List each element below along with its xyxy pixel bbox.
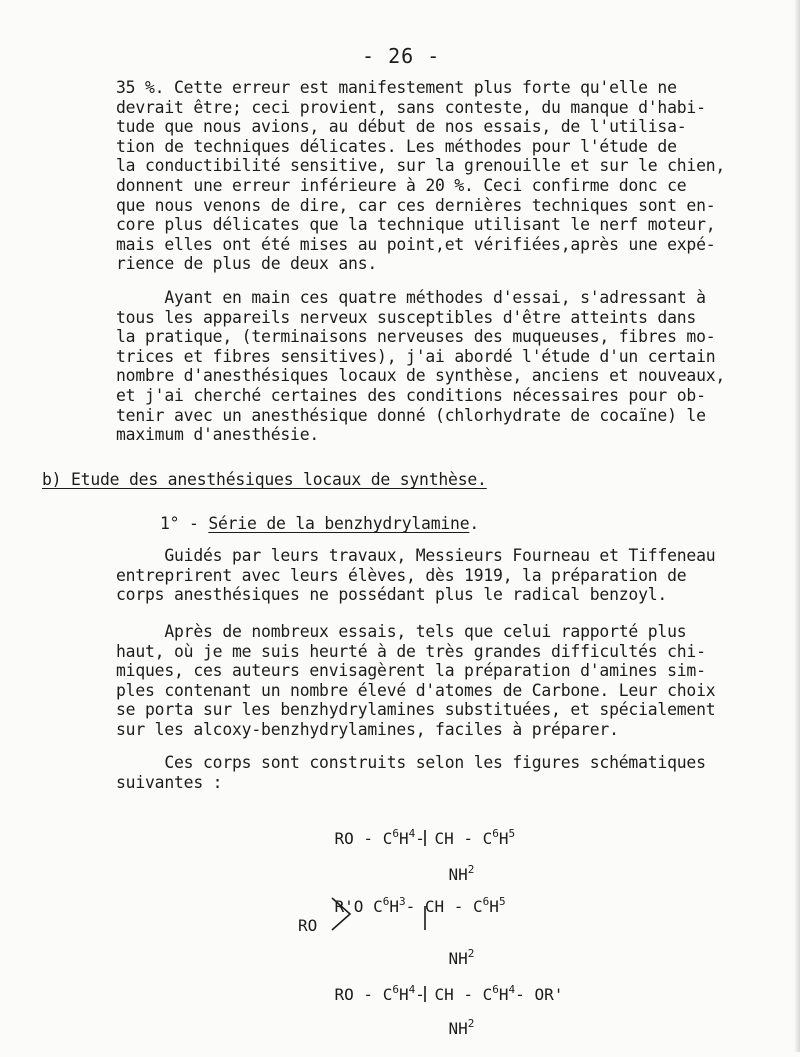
- subsection-heading: [160, 514, 479, 533]
- text-line: miques, ces auteurs envisagèrent la préparation d'amines sim-: [116, 661, 706, 681]
- formula-2: R'O $C^6H^3-$ CH - $C^6H^5$: [334, 895, 506, 916]
- text-line: haut, où je me suis heurté à de très grandes difficultés chi-: [116, 641, 706, 661]
- formula-1-amine: $NH^2$: [448, 863, 475, 884]
- text-line: suivantes :: [116, 772, 223, 792]
- text-line: Après de nombreux essais, tels que celui rapporté plus: [116, 622, 687, 641]
- text-line: se porta sur les benzhydrylamines substituées, et spécialement: [116, 700, 716, 720]
- text-line: tenir avec un anesthésique donné (chlorhydrate de cocaïne) le: [116, 405, 706, 425]
- formula-1: RO - $C^6H^4-$ CH - $C^6H^5$: [334, 827, 516, 848]
- text-line: core plus délicates que la technique utilisant le nerf moteur,: [116, 215, 716, 235]
- paragraph-schematic-figures: [116, 753, 706, 792]
- text-line: Ayant en main ces quatre méthodes d'essai, s'adressant à: [116, 288, 706, 307]
- paragraph-error-discussion: [116, 78, 725, 274]
- text-line: et j'ai cherché certaines des conditions nécessaires pour ob-: [116, 385, 706, 405]
- text-line: sur les alcoxy-benzhydrylamines, faciles à préparer.: [116, 719, 619, 739]
- page-number: - 26 -: [362, 44, 441, 68]
- formula-3-amine: $NH^2$: [448, 1017, 475, 1038]
- paragraph-four-methods: [116, 288, 725, 445]
- text-line: tion de techniques délicates. Les méthodes pour l'étude de: [116, 136, 677, 156]
- text-line: que nous venons de dire, car ces dernières techniques sont en-: [116, 195, 716, 215]
- text-line: maximum d'anesthésie.: [116, 425, 320, 445]
- formula-3: RO - $C^6H^4-$ CH - $C^6H^4-$ OR': [334, 983, 564, 1004]
- text-line: 35 %. Cette erreur est manifestement plus forte qu'elle ne: [116, 78, 677, 97]
- text-line: devrait être; ceci provient, sans conteste, du manque d'habi-: [116, 97, 706, 117]
- text-line: tude que nous avions, au début de nos essais, de l'utilisa-: [116, 117, 687, 137]
- text-line: nombre d'anesthésiques locaux de synthèse, anciens et nouveaux,: [116, 366, 726, 386]
- subsection-title: Série de la benzhydrylamine: [208, 514, 470, 533]
- formula-2-amine: $NH^2$: [448, 947, 475, 968]
- formula-2-bond: [420, 906, 430, 932]
- subsection-suffix: .: [469, 514, 480, 533]
- text-line: trices et fibres sensitives), j'ai abordé l'étude d'un certain: [116, 346, 716, 366]
- text-line: Ces corps sont construits selon les figures schématiques: [116, 753, 706, 772]
- subsection-prefix: 1° -: [160, 514, 209, 533]
- text-line: ples contenant un nombre élevé d'atomes de Carbone. Leur choix: [116, 680, 716, 700]
- text-line: rience de plus de deux ans.: [116, 254, 378, 274]
- section-heading: b) Etude des anesthésiques locaux de synthèse.: [42, 470, 487, 489]
- text-line: donnent une erreur inférieure à 20 %. Ceci confirme donc ce: [116, 175, 687, 195]
- text-line: Guidés par leurs travaux, Messieurs Fourneau et Tiffeneau: [116, 546, 716, 565]
- text-line: la pratique, (terminaisons nerveuses des muqueuses, fibres mo-: [116, 327, 716, 347]
- paragraph-fourneau-tiffeneau: [116, 546, 715, 605]
- formula-2-substituent: RO: [298, 916, 318, 935]
- text-line: mais elles ont été mises au point,et vérifiées,après une expé-: [116, 234, 716, 254]
- paragraph-benzhydrylamines: [116, 622, 715, 740]
- formula-2-branch: [330, 896, 354, 932]
- page-edge-shadow: [794, 0, 800, 1052]
- text-line: entreprirent avec leurs élèves, dès 1919, la préparation de: [116, 565, 687, 585]
- text-line: la conductibilité sensitive, sur la grenouille et sur le chien,: [116, 156, 726, 176]
- text-line: tous les appareils nerveux susceptibles d'être atteints dans: [116, 307, 697, 327]
- text-line: corps anesthésiques ne possédant plus le radical benzoyl.: [116, 585, 668, 605]
